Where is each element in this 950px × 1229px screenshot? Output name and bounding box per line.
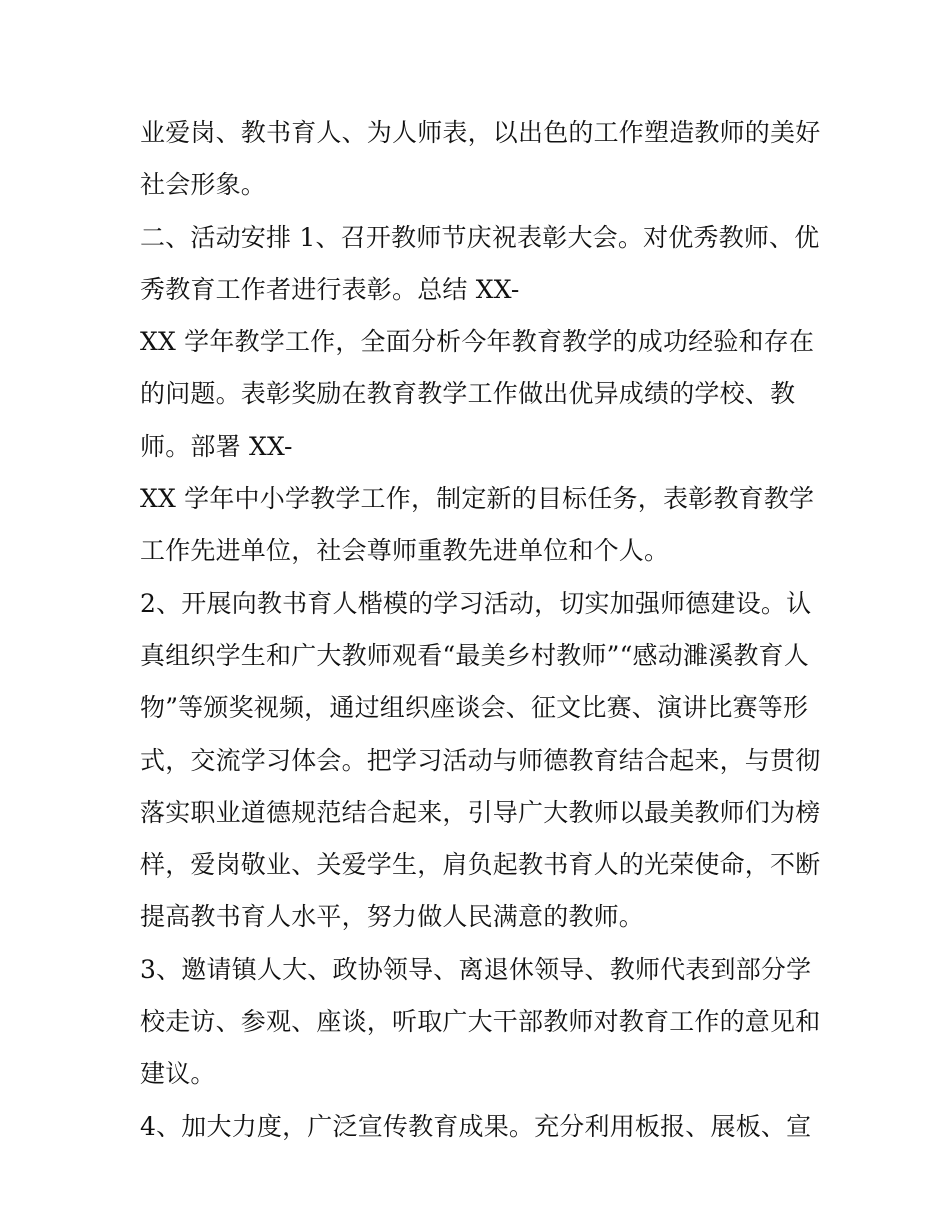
text-line: 落实职业道德规范结合起来，引导广大教师以最美教师们为榜 <box>140 797 821 827</box>
text-line: 4、加大力度，广泛宣传教育成果。充分利用板报、展板、宣 <box>140 1111 812 1141</box>
text-line: 2、开展向教书育人楷模的学习活动，切实加强师德建设。认 <box>140 588 812 618</box>
text-line: 式，交流学习体会。把学习活动与师德教育结合起来，与贯彻 <box>140 745 821 775</box>
text-line: 样，爱岗敬业、关爱学生，肩负起教书育人的光荣使命，不断 <box>140 850 821 880</box>
text-line: 校走访、参观、座谈，听取广大干部教师对教育工作的意见和 <box>140 1007 821 1037</box>
text-line: XX 学年中小学教学工作，制定新的目标任务，表彰教育教学 <box>140 484 815 514</box>
text-line: 工作先进单位，社会尊师重教先进单位和个人。 <box>140 536 670 566</box>
text-line: 二、活动安排 1、召开教师节庆祝表彰大会。对优秀教师、优 <box>140 222 820 252</box>
text-line: 师。部署 XX- <box>140 431 293 461</box>
text-line: 的问题。表彰奖励在教育教学工作做出优异成绩的学校、教 <box>140 379 796 409</box>
text-line: 业爱岗、教书育人、为人师表，以出色的工作塑造教师的美好 <box>140 118 821 147</box>
text-line: 建议。 <box>140 1059 216 1089</box>
text-line: 提高教书育人水平，努力做人民满意的教师。 <box>140 902 645 932</box>
text-line: 3、邀请镇人大、政协领导、离退休领导、教师代表到部分学 <box>140 954 812 984</box>
text-line: XX 学年教学工作，全面分析今年教育教学的成功经验和存在 <box>140 327 815 357</box>
text-line: 物”等颁奖视频，通过组织座谈会、征文比赛、演讲比赛等形 <box>140 693 809 723</box>
text-line: 真组织学生和广大教师观看“最美乡村教师”“感动濉溪教育人 <box>140 640 809 670</box>
text-line: 社会形象。 <box>140 170 267 200</box>
body-text <box>140 107 820 1153</box>
text-line: 秀教育工作者进行表彰。总结 XX- <box>140 274 520 304</box>
